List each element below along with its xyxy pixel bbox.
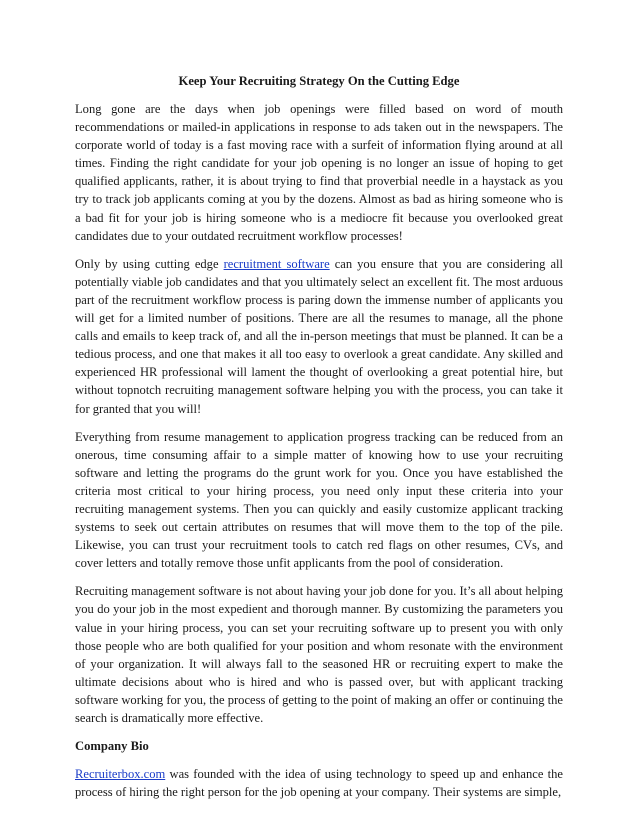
document-page <box>75 72 563 811</box>
recruitment-software-link[interactable]: recruitment software <box>223 256 330 271</box>
paragraph-2-after: can you ensure that you are considering all potentially viable job candidates and that you ultimately select an excellent fit. The most arduous part of the recruitment workflow process is paring down the immense number of applicants you will get for a limited number of positions. There are all the resumes to manage, all the phone calls and emails to keep track of, and all the in-person meetings that must be planned. It can be a tedious process, and one that makes it all too easy to overlook a great candidate. Any skilled and experienced HR professional will lament the thought of overlooking a great potential hire, but without topnotch recruiting management software helping you with the process, you can take it for granted that you will! <box>75 256 563 416</box>
paragraph-2 <box>75 255 563 418</box>
document-title: Keep Your Recruiting Strategy On the Cutting Edge <box>178 74 460 88</box>
paragraph-4: Recruiting management software is not about having your job done for you. It’s all about helping you do your job in the most expedient and thorough manner. By customizing the parameters you value in your hiring process, you can set your recruiting software up to present you with only those people who are both qualified for your position and whom resonate with the environment of your organization. It will always fall to the seasoned HR or recruiting expert to make the ultimate decisions about who is hired and who is passed over, but with applicant tracking software working for you, the process of getting to the point of making an offer or continuing the search is dramatically more effective. <box>75 584 563 725</box>
company-bio-text: was founded with the idea of using technology to speed up and enhance the process of hiring the right person for the job opening at your company. Their systems are simple, <box>75 767 563 800</box>
paragraph-3: Everything from resume management to application progress tracking can be reduced from an onerous, time consuming affair to a simple matter of knowing how to use your recruiting software and letting the programs do the grunt work for you. Once you have established the criteria most critical to your hiring process, you need only input these criteria into your recruiting management systems. Then you can quickly and easily customize applicant tracking systems to seek out certain attributes on resumes that will move them to the top of the pile. Likewise, you can trust your recruitment tools to catch red flags on other resumes, CVs, and cover letters and totally remove those unfit applicants from the pool of consideration. <box>75 429 563 571</box>
company-bio-paragraph <box>75 765 563 801</box>
paragraph-1: Long gone are the days when job openings were filled based on word of mouth recommendations or mailed-in applications in response to ads taken out in the newspapers. The corporate world of today is a fast moving race with a surfeit of information flying around at all times. Finding the right candidate for your job opening is no longer an issue of hoping to get qualified applicants, rather, it is about trying to find that proverbial needle in a haystack as you try to track job applicants coming at you by the dozens. Almost as bad as hiring someone who is a bad fit for your job is hiring someone who is a mediocre fit because you overlooked great candidates due to your outdated recruitment workflow processes! <box>75 102 563 243</box>
paragraph-2-before: Only by using cutting edge <box>75 256 224 271</box>
recruiterbox-link[interactable]: Recruiterbox.com <box>75 767 166 782</box>
company-bio-heading: Company Bio <box>75 739 149 754</box>
